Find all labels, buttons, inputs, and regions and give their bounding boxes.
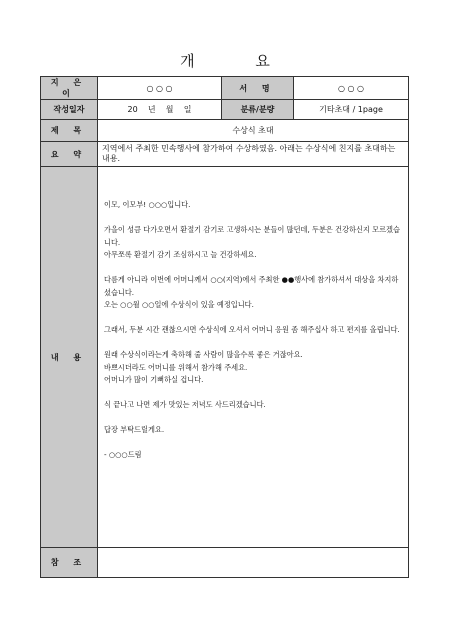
content-paragraph: - ○○○드림 xyxy=(104,450,142,459)
subject-value: 수상식 초대 xyxy=(98,120,409,142)
content-paragraph: 그래서, 두분 시간 괜찮으시면 수상식에 오셔서 어머니 응원 좀 해주십사 하고 편지를 올립니다. xyxy=(104,325,400,334)
content-label: 내 용 xyxy=(41,167,98,548)
date-row xyxy=(41,100,409,120)
document-title: 개 요 xyxy=(180,52,298,70)
content-paragraph: 답장 부탁드릴게요. xyxy=(104,425,165,434)
content-body xyxy=(98,167,409,548)
signature-value: ○ ○ ○ xyxy=(294,77,409,100)
content-row xyxy=(41,167,409,548)
info-table xyxy=(40,76,409,578)
summary-row xyxy=(41,142,409,167)
reference-value xyxy=(98,548,409,578)
content-paragraph: 이모, 이모부! ○○○입니다. xyxy=(104,200,191,209)
content-paragraph: 어머니가 많이 기뻐하실 겁니다. xyxy=(104,375,204,384)
content-paragraph: 가을이 성큼 다가오면서 환절기 감기로 고생하시는 분들이 많던데, 두분은 건강하신지 모르겠습니다. xyxy=(104,225,400,247)
author-label: 지 은 이 xyxy=(41,77,98,100)
content-paragraph: 아무쪼록 환절기 감기 조심하시고 늘 건강하세요. xyxy=(104,250,257,259)
date-label: 작성일자 xyxy=(41,100,98,120)
reference-row xyxy=(41,548,409,578)
content-paragraph: 오는 ○○월 ○○일에 수상식이 있을 예정입니다. xyxy=(104,300,254,309)
content-paragraph: 원래 수상식이라는게 축하해 줄 사람이 많을수록 좋은 거잖아요. xyxy=(104,350,303,359)
content-paragraph: 식 끝나고 나면 제가 맛있는 저녁도 사드리겠습니다. xyxy=(104,400,266,409)
content-paragraph: 바쁘시더라도 어머니를 위해서 참가해 주세요. xyxy=(104,362,248,372)
category-value: 기타초대 / 1page xyxy=(294,100,409,120)
author-row xyxy=(41,77,409,100)
subject-label: 제 목 xyxy=(41,120,98,142)
subject-row xyxy=(41,120,409,142)
signature-label: 서 명 xyxy=(222,77,294,100)
date-value: 20 년 월 일 xyxy=(98,100,222,120)
content-paragraph: 다름게 아니라 이번에 어머니께서 ○○(지역)에서 주최한 ●●행사에 참가하셔서 대상을 차지하셨습니다. xyxy=(104,275,399,297)
reference-label: 참 조 xyxy=(41,548,98,578)
summary-value: 지역에서 주최한 민속행사에 참가하여 수상하였음. 아래는 수상식에 친지를 초대하는 내용. xyxy=(98,142,409,167)
category-label: 분류/분량 xyxy=(222,100,294,120)
author-value: ○ ○ ○ xyxy=(98,77,222,100)
summary-label: 요 약 xyxy=(41,142,98,167)
